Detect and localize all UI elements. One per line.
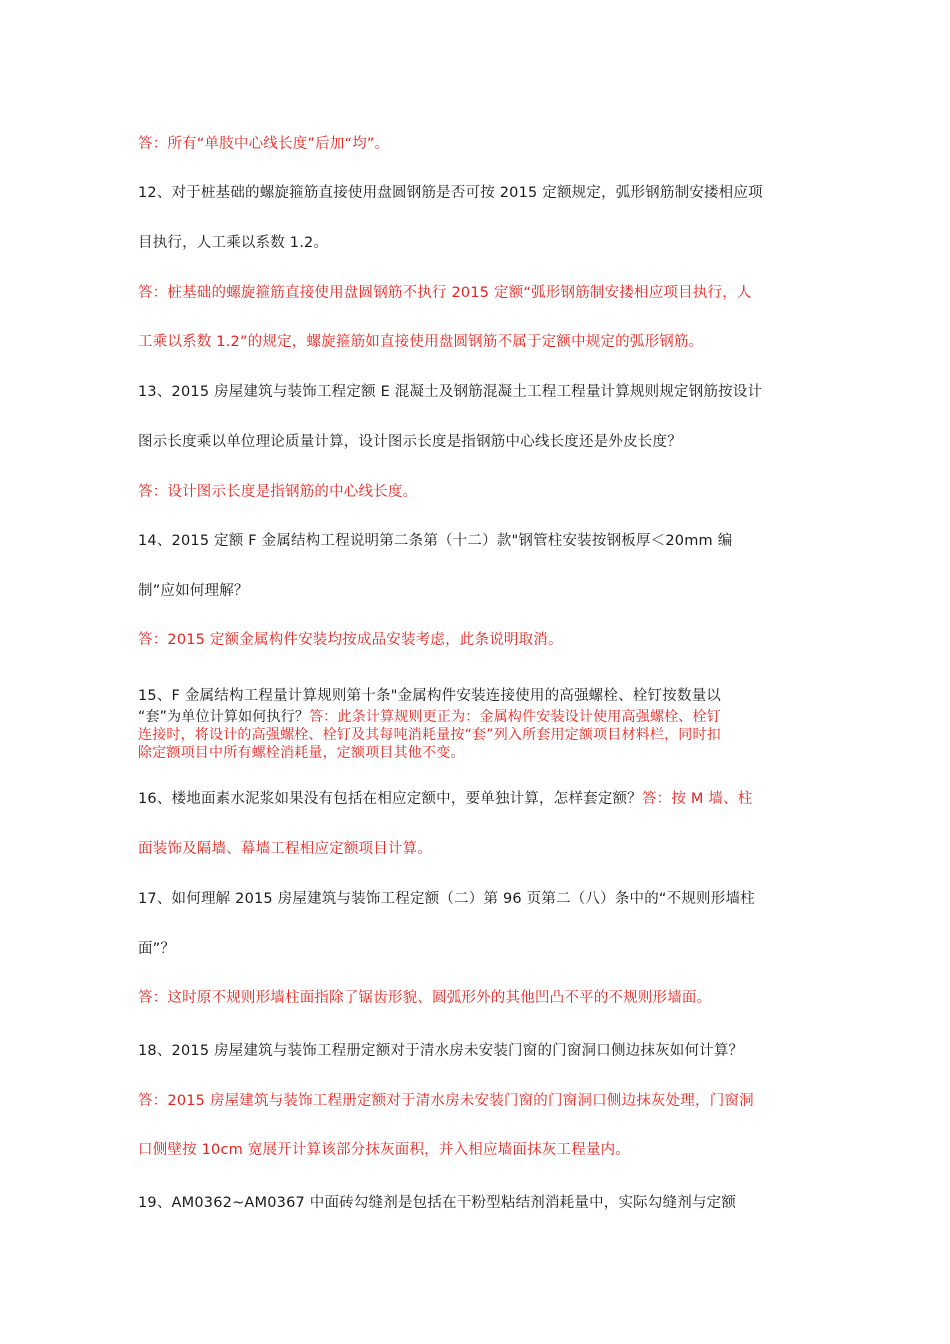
question-17-line-2: 面”？ bbox=[138, 941, 176, 957]
answer-16-inline: 答：按 M 墙、柱 bbox=[641, 791, 753, 807]
answer-15-inline: 答：此条计算规则更正为：金属构件安装设计使用高强螺栓、栓钉 bbox=[309, 709, 721, 725]
question-16-line-1-row bbox=[138, 789, 818, 809]
answer-15-line-2: 连接时，将设计的高强螺栓、栓钉及其每吨消耗量按“套”列入所套用定额项目材料栏，同时扣 bbox=[138, 727, 721, 743]
answer-12-line-2: 工乘以系数 1.2”的规定，螺旋箍筋如直接使用盘圆钢筋不属于定额中规定的弧形钢筋。 bbox=[138, 334, 704, 350]
answer-14: 答：2015 定额金属构件安装均按成品安装考虑，此条说明取消。 bbox=[138, 632, 563, 648]
answer-11: 答：所有“单肢中心线长度”后加“均”。 bbox=[138, 136, 390, 152]
answer-12-line-1: 答：桩基础的螺旋箍筋直接使用盘圆钢筋不执行 2015 定额“弧形钢筋制安搂相应项目执行，人 bbox=[138, 285, 752, 301]
question-19: 19、AM0362~AM0367 中面砖勾缝剂是包括在干粉型粘结剂消耗量中，实际勾缝剂与定额 bbox=[138, 1195, 737, 1211]
answer-18-line-2: 口侧壁按 10cm 宽展开计算该部分抹灰面积，并入相应墙面抹灰工程量内。 bbox=[138, 1142, 630, 1158]
question-18: 18、2015 房屋建筑与装饰工程册定额对于清水房未安装门窗的门窗洞口侧边抹灰如何计算？ bbox=[138, 1043, 744, 1059]
question-16-line-1: 16、楼地面素水泥浆如果没有包括在相应定额中，要单独计算，怎样套定额？ bbox=[138, 791, 642, 807]
question-15-line-1: 15、F 金属结构工程量计算规则第十条"金属构件安装连接使用的高强螺栓、栓钉按数量以 bbox=[138, 688, 721, 704]
question-14-line-2: 制”应如何理解？ bbox=[138, 583, 249, 599]
answer-13: 答：设计图示长度是指钢筋的中心线长度。 bbox=[138, 484, 418, 500]
answer-18-line-1: 答：2015 房屋建筑与装饰工程册定额对于清水房未安装门窗的门窗洞口侧边抹灰处理，门窗洞 bbox=[138, 1093, 754, 1109]
question-12-line-1: 12、对于桩基础的螺旋箍筋直接使用盘圆钢筋是否可按 2015 定额规定，弧形钢筋制安搂相应项 bbox=[138, 185, 763, 201]
question-13-line-1: 13、2015 房屋建筑与装饰工程定额 E 混凝土及钢筋混凝土工程工程量计算规则规定钢筋按设计 bbox=[138, 384, 763, 400]
question-15-line-2-row bbox=[138, 708, 818, 727]
question-17-line-1: 17、如何理解 2015 房屋建筑与装饰工程定额（二）第 96 页第二（八）条中的“不规则形墙柱 bbox=[138, 891, 755, 907]
question-14-line-1: 14、2015 定额 F 金属结构工程说明第二条第（十二）款"钢管柱安装按钢板厚＜20mm 编 bbox=[138, 533, 733, 549]
question-15-line-2: “套”为单位计算如何执行？ bbox=[138, 709, 310, 725]
answer-15-line-3: 除定额项目中所有螺栓消耗量，定额项目其他不变。 bbox=[138, 745, 465, 761]
question-12-line-2: 目执行，人工乘以系数 1.2。 bbox=[138, 235, 329, 251]
answer-17: 答：这时原不规则形墙柱面指除了锯齿形貌、圆弧形外的其他凹凸不平的不规则形墙面。 bbox=[138, 990, 712, 1006]
answer-16-line-2: 面装饰及隔墙、幕墙工程相应定额项目计算。 bbox=[138, 841, 432, 857]
question-13-line-2: 图示长度乘以单位理论质量计算，设计图示长度是指钢筋中心线长度还是外皮长度？ bbox=[138, 434, 682, 450]
